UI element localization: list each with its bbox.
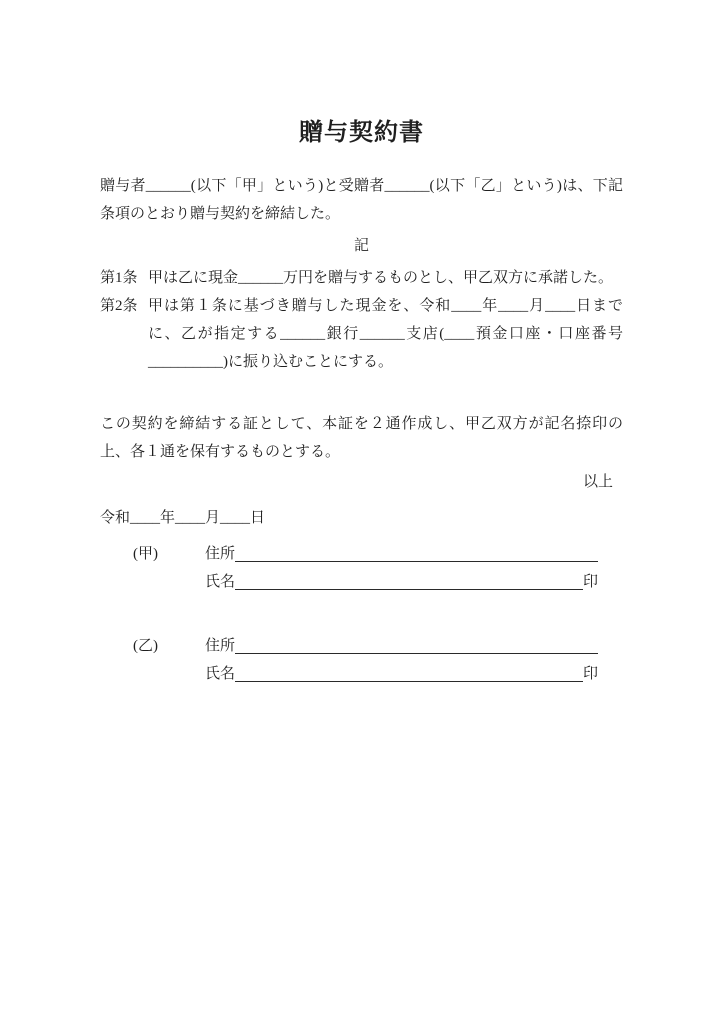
document-content (0, 116, 723, 688)
article-row-2 (100, 292, 623, 376)
ki-heading: 記 (353, 238, 369, 254)
document-title: 贈与契約書 (299, 120, 424, 146)
address-blank-line (235, 652, 598, 654)
seal-label: 印 (582, 574, 598, 590)
article-number: 第1条 (100, 270, 138, 286)
date-line: 令和____年____月____日 (100, 510, 266, 526)
article-text: 甲は乙に現金______万円を贈与するものとし、甲乙双方に承諾した。 (148, 270, 614, 286)
address-label: 住所 (205, 546, 236, 562)
name-label: 氏名 (205, 666, 236, 682)
party-block-kou (100, 540, 623, 596)
article-row-1 (100, 264, 623, 292)
address-blank-line (235, 560, 598, 562)
party-label: (乙) (133, 638, 158, 654)
intro-paragraph: 贈与者______(以下「甲」という)と受贈者______(以下「乙」という)は、下記条項のとおり贈与契約を締結した。 (100, 178, 623, 222)
articles-section (100, 264, 623, 376)
party-label: (甲) (133, 546, 158, 562)
party-block-otsu (100, 632, 623, 688)
article-text: 甲は第１条に基づき贈与した現金を、令和____年____月____日までに、乙が指定する______銀行______支店(____預金口座・口座番号__________)に振り込むことにする。 (148, 298, 623, 370)
address-label: 住所 (205, 638, 236, 654)
name-label: 氏名 (205, 574, 236, 590)
ijou-text: 以上 (582, 474, 613, 490)
name-blank-line (235, 680, 583, 682)
party-address-row (100, 540, 623, 568)
name-blank-line (235, 588, 583, 590)
party-name-row (100, 568, 623, 596)
party-name-row (100, 660, 623, 688)
party-address-row (100, 632, 623, 660)
closing-paragraph: この契約を締結する証として、本証を２通作成し、甲乙双方が記名捺印の上、各１通を保有するものとする。 (100, 416, 623, 460)
seal-label: 印 (582, 666, 598, 682)
article-number: 第2条 (100, 298, 138, 314)
